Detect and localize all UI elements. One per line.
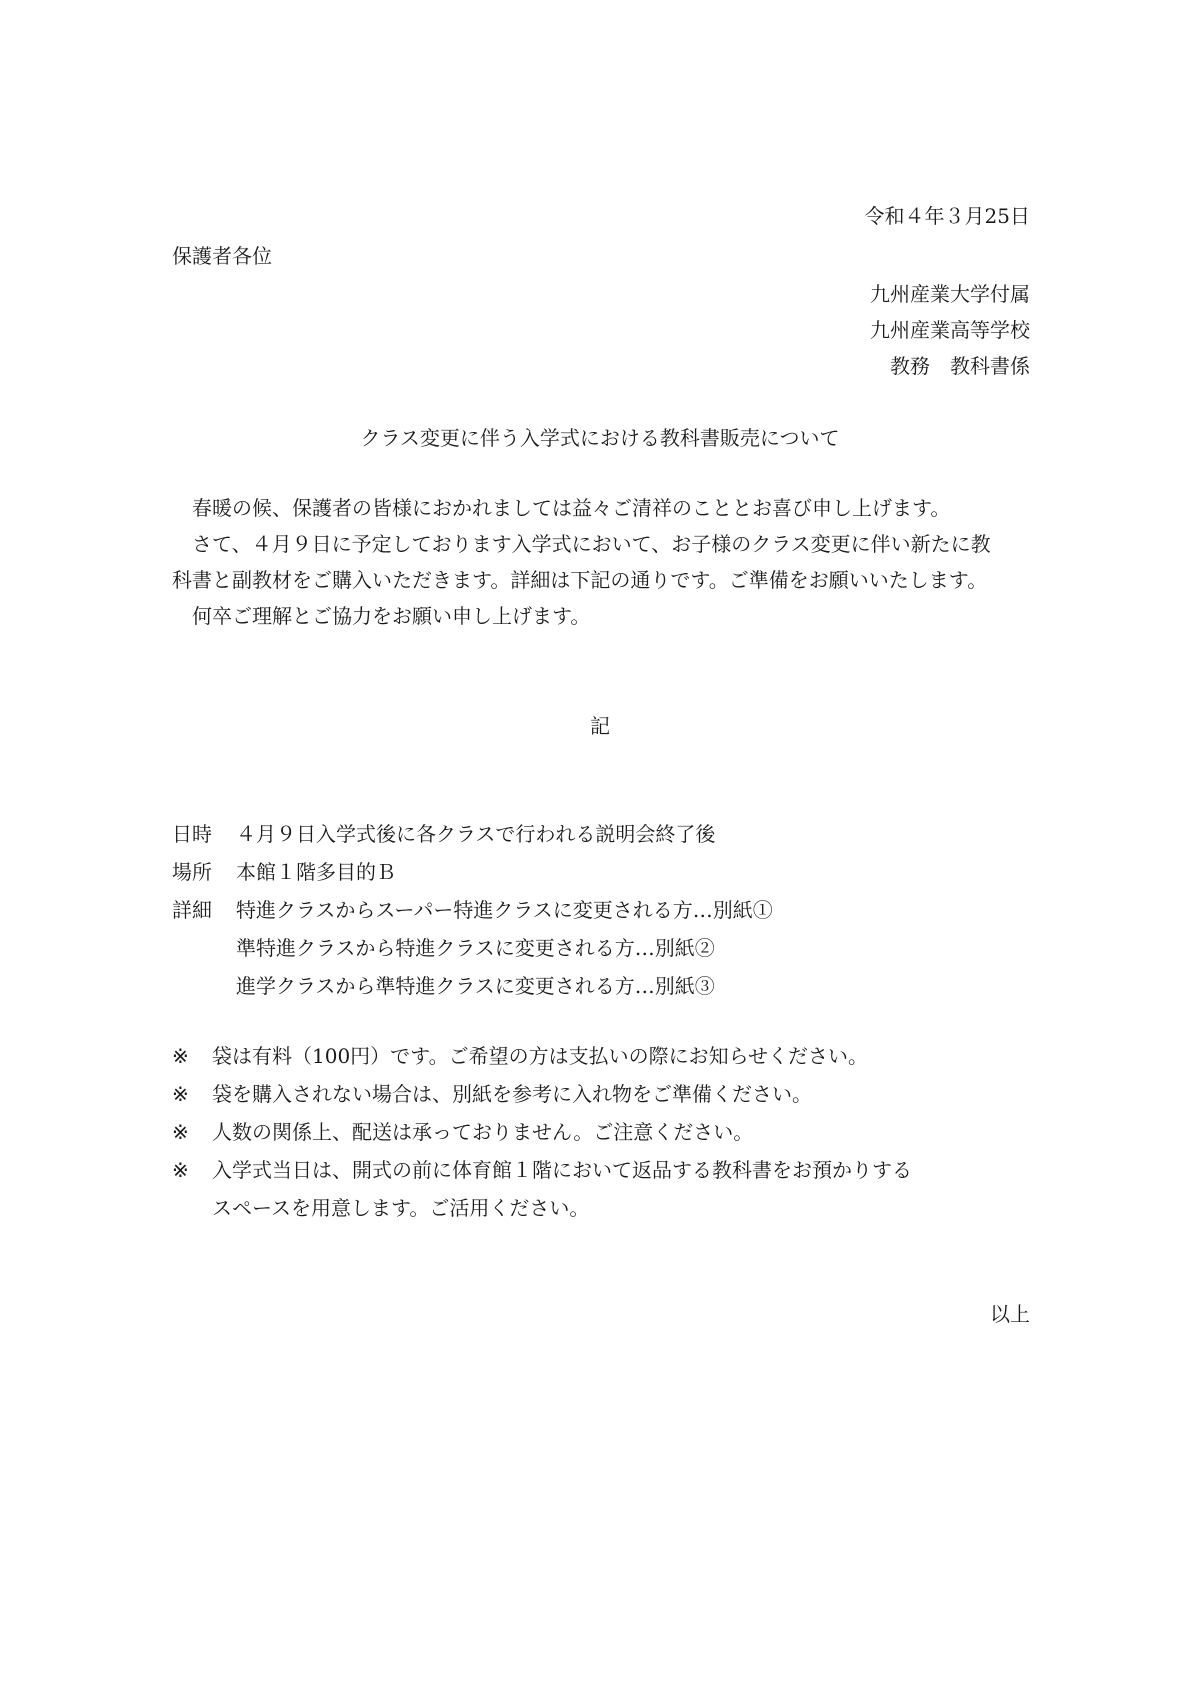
detail-place [172,862,396,882]
note-2 [172,1084,812,1104]
closing: 以上 [990,1302,1030,1326]
sender-line-1: 九州産業大学付属 [870,282,1030,306]
document-date: 令和４年３月25日 [864,204,1030,228]
addressee: 保護者各位 [172,244,272,268]
detail-item-3: 進学クラスから準特進クラスに変更される方…別紙③ [236,974,715,998]
ki-heading: 記 [590,714,610,738]
body-paragraph-2b: 科書と副教材をご購入いただきます。詳細は下記の通りです。ご準備をお願いいたします。 [172,568,988,592]
datetime-label: 日時 [172,822,212,846]
note-mark: ※ [172,1044,189,1068]
note-text: 人数の関係上、配送は承っておりません。ご注意ください。 [212,1120,754,1144]
body-paragraph-3: 何卒ご理解とご協力をお願い申し上げます。 [172,604,591,628]
detail-item-2: 準特進クラスから特進クラスに変更される方…別紙② [236,936,715,960]
sender-line-3: 教務 教科書係 [890,354,1030,378]
note-text: 袋を購入されない場合は、別紙を参考に入れ物をご準備ください。 [212,1082,812,1106]
detail-label: 詳細 [172,898,212,922]
place-label: 場所 [172,860,212,884]
note-1 [172,1046,868,1066]
detail-details [172,900,773,920]
note-4-continuation: スペースを用意します。ご活用ください。 [212,1196,590,1220]
note-3 [172,1122,753,1142]
note-mark: ※ [172,1120,189,1144]
note-4 [172,1160,912,1180]
sender-line-2: 九州産業高等学校 [870,318,1030,342]
body-paragraph-1: 春暖の候、保護者の皆様におかれましては益々ご清祥のこととお喜び申し上げます。 [172,496,951,520]
note-text: 袋は有料（100円）です。ご希望の方は支払いの際にお知らせください。 [212,1044,868,1068]
datetime-value: ４月９日入学式後に各クラスで行われる説明会終了後 [236,822,716,846]
detail-datetime [172,824,715,844]
detail-item-1: 特進クラスからスーパー特進クラスに変更される方…別紙① [236,898,773,922]
note-mark: ※ [172,1158,189,1182]
note-text: 入学式当日は、開式の前に体育館１階において返品する教科書をお預かりする [212,1158,912,1182]
note-mark: ※ [172,1082,189,1106]
document-title: クラス変更に伴う入学式における教科書販売について [360,426,840,450]
place-value: 本館１階多目的Ｂ [236,860,396,884]
body-paragraph-2a: さて、４月９日に予定しております入学式において、お子様のクラス変更に伴い新たに教 [172,532,991,556]
